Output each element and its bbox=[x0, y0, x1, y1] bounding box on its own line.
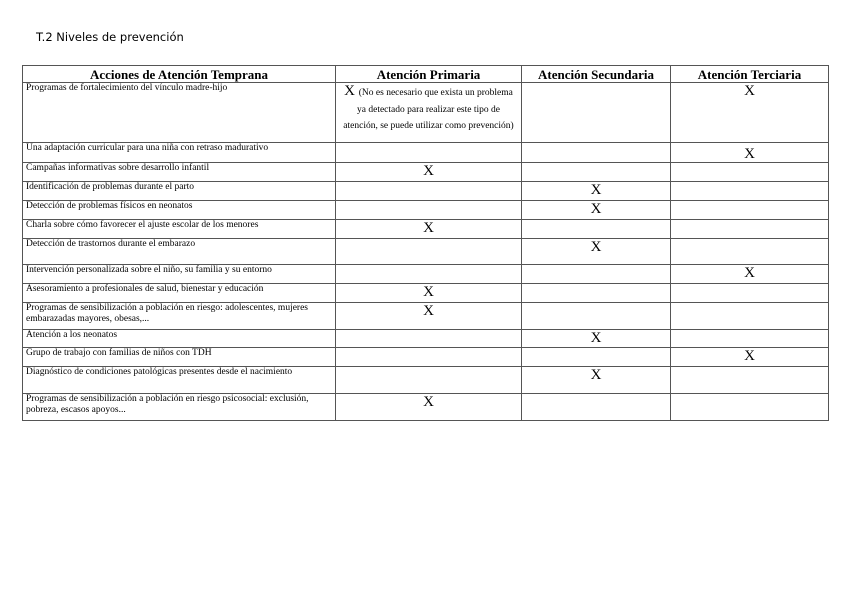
terciaria-cell bbox=[671, 303, 829, 330]
action-cell: Campañas informativas sobre desarrollo infantil bbox=[23, 163, 336, 182]
action-cell: Charla sobre cómo favorecer el ajuste escolar de los menores bbox=[23, 220, 336, 239]
table-row bbox=[23, 367, 829, 394]
primaria-cell: X bbox=[336, 303, 522, 330]
table-header-row bbox=[23, 66, 829, 83]
table-row bbox=[23, 239, 829, 265]
table-row bbox=[23, 220, 829, 239]
action-cell: Detección de trastornos durante el embarazo bbox=[23, 239, 336, 265]
action-cell: Programas de sensibilización a población en riesgo psicosocial: exclusión, pobreza, escasos apoyos... bbox=[23, 394, 336, 421]
check-mark: X bbox=[344, 83, 356, 99]
table-row bbox=[23, 394, 829, 421]
secundaria-cell: X bbox=[522, 367, 671, 394]
table-row bbox=[23, 182, 829, 201]
page-title: T.2 Niveles de prevención bbox=[36, 30, 184, 44]
table-row bbox=[23, 143, 829, 163]
primaria-cell bbox=[336, 367, 522, 394]
secundaria-cell: X bbox=[522, 182, 671, 201]
terciaria-cell bbox=[671, 394, 829, 421]
secundaria-cell bbox=[522, 83, 671, 143]
secundaria-cell: X bbox=[522, 201, 671, 220]
header-terciaria: Atención Terciaria bbox=[671, 66, 829, 83]
terciaria-cell bbox=[671, 182, 829, 201]
table-row bbox=[23, 83, 829, 143]
primaria-cell bbox=[336, 330, 522, 348]
terciaria-cell: X bbox=[671, 83, 829, 143]
action-cell: Diagnóstico de condiciones patológicas presentes desde el nacimiento bbox=[23, 367, 336, 394]
primaria-cell bbox=[336, 201, 522, 220]
table-row bbox=[23, 330, 829, 348]
table-row bbox=[23, 348, 829, 367]
table-row bbox=[23, 201, 829, 220]
action-cell: Intervención personalizada sobre el niño, su familia y su entorno bbox=[23, 265, 336, 284]
primaria-cell bbox=[336, 348, 522, 367]
table-row bbox=[23, 284, 829, 303]
secundaria-cell bbox=[522, 143, 671, 163]
terciaria-cell: X bbox=[671, 143, 829, 163]
action-cell: Una adaptación curricular para una niña con retraso madurativo bbox=[23, 143, 336, 163]
primaria-note: (No es necesario que exista un problema ya detectado para realizar este tipo de atención, se puede utilizar como prevención) bbox=[343, 88, 514, 131]
secundaria-cell bbox=[522, 303, 671, 330]
primaria-cell: X bbox=[336, 163, 522, 182]
terciaria-cell bbox=[671, 239, 829, 265]
table-row bbox=[23, 265, 829, 284]
action-cell: Atención a los neonatos bbox=[23, 330, 336, 348]
secundaria-cell bbox=[522, 394, 671, 421]
terciaria-cell bbox=[671, 220, 829, 239]
action-cell: Identificación de problemas durante el parto bbox=[23, 182, 336, 201]
secundaria-cell bbox=[522, 284, 671, 303]
primaria-cell bbox=[336, 83, 522, 143]
terciaria-cell bbox=[671, 201, 829, 220]
action-cell: Detección de problemas físicos en neonatos bbox=[23, 201, 336, 220]
terciaria-cell bbox=[671, 284, 829, 303]
primaria-cell bbox=[336, 143, 522, 163]
secundaria-cell bbox=[522, 163, 671, 182]
terciaria-cell bbox=[671, 163, 829, 182]
primaria-cell bbox=[336, 182, 522, 201]
header-primaria: Atención Primaria bbox=[336, 66, 522, 83]
terciaria-cell: X bbox=[671, 265, 829, 284]
primaria-cell: X bbox=[336, 284, 522, 303]
action-cell: Asesoramiento a profesionales de salud, bienestar y educación bbox=[23, 284, 336, 303]
primaria-cell: X bbox=[336, 220, 522, 239]
header-secundaria: Atención Secundaria bbox=[522, 66, 671, 83]
terciaria-cell: X bbox=[671, 348, 829, 367]
secundaria-cell bbox=[522, 265, 671, 284]
primaria-cell bbox=[336, 265, 522, 284]
action-cell: Programas de sensibilización a población en riesgo: adolescentes, mujeres embarazadas mayores, obesas,... bbox=[23, 303, 336, 330]
prevention-levels-table bbox=[22, 65, 829, 421]
primaria-cell bbox=[336, 239, 522, 265]
action-cell: Grupo de trabajo con familias de niños con TDH bbox=[23, 348, 336, 367]
terciaria-cell bbox=[671, 367, 829, 394]
secundaria-cell: X bbox=[522, 239, 671, 265]
secundaria-cell bbox=[522, 348, 671, 367]
secundaria-cell bbox=[522, 220, 671, 239]
table-row bbox=[23, 163, 829, 182]
header-acciones: Acciones de Atención Temprana bbox=[23, 66, 336, 83]
secundaria-cell: X bbox=[522, 330, 671, 348]
action-cell: Programas de fortalecimiento del vínculo madre-hijo bbox=[23, 83, 336, 143]
primaria-cell: X bbox=[336, 394, 522, 421]
table-row bbox=[23, 303, 829, 330]
terciaria-cell bbox=[671, 330, 829, 348]
